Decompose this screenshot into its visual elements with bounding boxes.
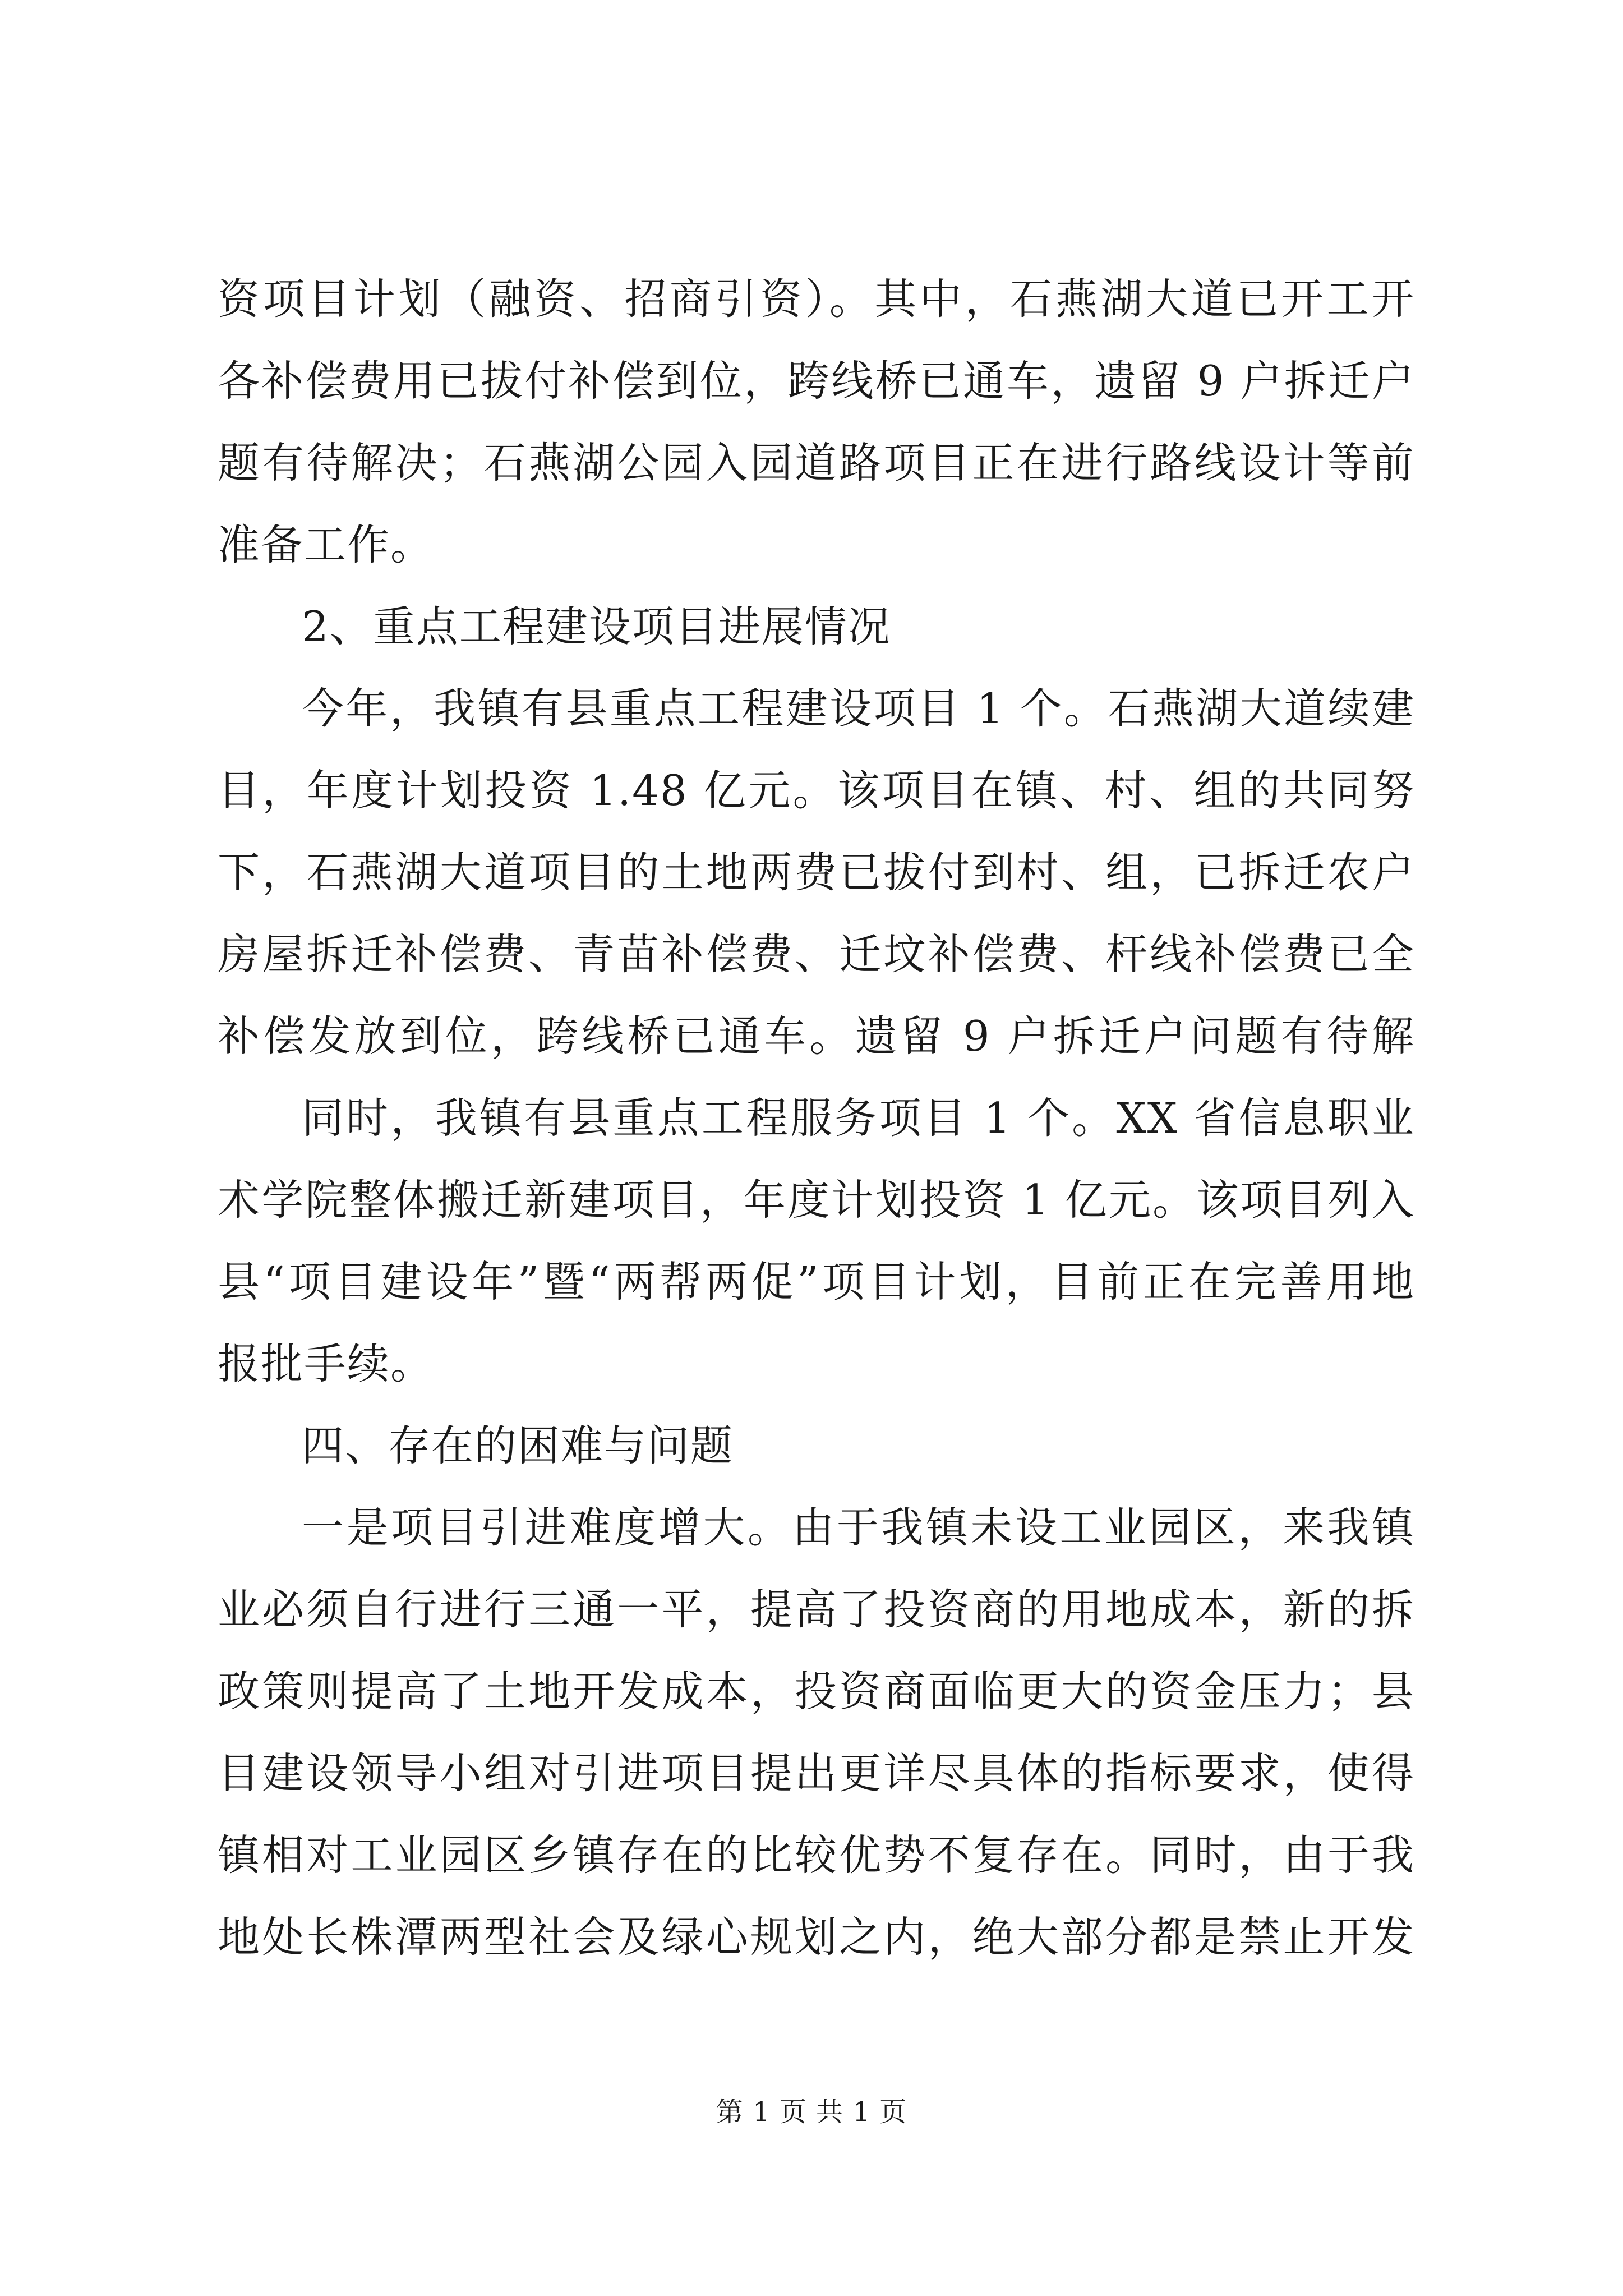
text-line: 房屋拆迁补偿费、青苗补偿费、迁坟补偿费、杆线补偿费已全 bbox=[218, 930, 1415, 979]
text-line: 术学院整体搬迁新建项目，年度计划投资 1 亿元。该项目列入 bbox=[218, 1175, 1415, 1225]
text-line: 下，石燕湖大道项目的土地两费已拔付到村、组，已拆迁农户 bbox=[218, 848, 1415, 897]
text-line: 目建设领导小组对引进项目提出更详尽具体的指标要求，使得 bbox=[218, 1749, 1415, 1798]
text-line: 资项目计划（融资、招商引资）。其中，石燕湖大道已开工开 bbox=[218, 274, 1415, 324]
text-line: 准备工作。 bbox=[218, 520, 434, 569]
page-footer: 第 1 页 共 1 页 bbox=[716, 2096, 907, 2128]
text-line: 县“项目建设年”暨“两帮两促”项目计划，目前正在完善用地 bbox=[218, 1257, 1415, 1306]
text-line: 补偿发放到位，跨线桥已通车。遗留 9 户拆迁户问题有待解 bbox=[218, 1011, 1415, 1061]
text-line: 今年，我镇有县重点工程建设项目 1 个。石燕湖大道续建 bbox=[302, 684, 1415, 733]
text-line: 目，年度计划投资 1.48 亿元。该项目在镇、村、组的共同努 bbox=[218, 766, 1415, 815]
document-body bbox=[218, 258, 1415, 1978]
text-line: 业必须自行进行三通一平，提高了投资商的用地成本，新的拆 bbox=[218, 1585, 1415, 1634]
text-line: 同时，我镇有县重点工程服务项目 1 个。XX 省信息职业 bbox=[302, 1093, 1415, 1143]
section-heading: 2、重点工程建设项目进展情况 bbox=[302, 602, 891, 651]
text-line: 一是项目引进难度增大。由于我镇未设工业园区，来我镇 bbox=[302, 1503, 1415, 1552]
text-line: 地处长株潭两型社会及绿心规划之内，绝大部分都是禁止开发 bbox=[218, 1912, 1415, 1962]
text-line: 镇相对工业园区乡镇存在的比较优势不复存在。同时，由于我 bbox=[218, 1830, 1415, 1880]
text-line: 题有待解决；石燕湖公园入园道路项目正在进行路线设计等前 bbox=[218, 438, 1415, 487]
text-line: 政策则提高了土地开发成本，投资商面临更大的资金压力；县 bbox=[218, 1667, 1415, 1716]
text-line: 各补偿费用已拔付补偿到位，跨线桥已通车，遗留 9 户拆迁户 bbox=[218, 356, 1415, 406]
text-line: 报批手续。 bbox=[218, 1339, 434, 1388]
section-heading: 四、存在的困难与问题 bbox=[302, 1421, 734, 1470]
